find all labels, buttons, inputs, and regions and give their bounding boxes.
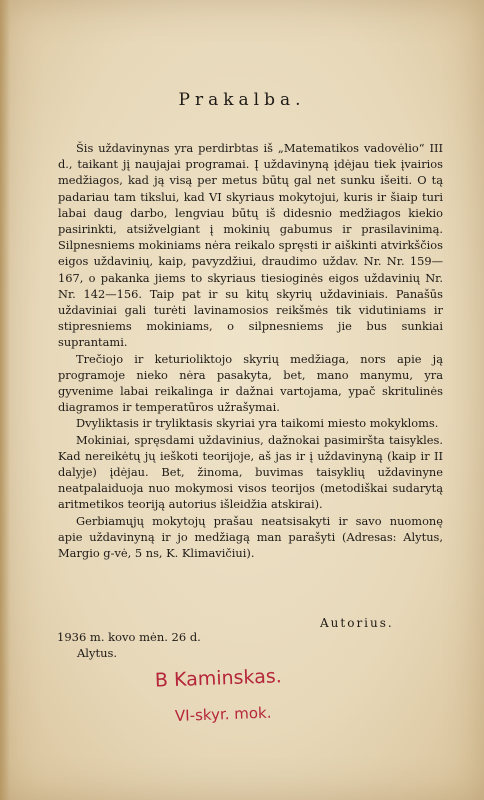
author-signature: Autorius.: [320, 616, 394, 630]
date-line: 1936 m. kovo mėn. 26 d.: [57, 630, 201, 644]
handwritten-name: B Kaminskas.: [154, 665, 283, 692]
paragraph-2: Trečiojo ir keturioliktojo skyrių medžiaga, nors apie ją programoje nieko nėra pasakyta, bet, mano manymu, yra gyvenime labai reikalinga ir dažnai vartojama, ypač skritulinės diagramos ir temperatūros užrašymai.: [58, 351, 443, 415]
handwritten-class: VI-skyr. mok.: [174, 703, 272, 725]
paragraph-5: Gerbiamųjų mokytojų prašau neatsisakyti ir savo nuomonę apie uždavinyną ir jo medžiagą man parašyti (Adresas: Alytus, Margio g-vė, 5 ns, K. Klimavičiui).: [58, 513, 443, 561]
page-title: Prakalba.: [178, 90, 306, 110]
paragraph-4: Mokiniai, spręsdami uždavinius, dažnokai pasimiršta taisykles. Kad nereikėtų jų ieškoti teorijoje, aš jas ir į uždavinyną (kaip ir II dalyje) įdėjau. Bet, žinoma, buvimas taisyklių uždavinyne neatpalaiduoja nuo mokymosi visos teorijos (metodiškai sudarytą aritmetikos teoriją autorius išleidžia atskirai).: [58, 432, 443, 512]
place-line: Alytus.: [77, 646, 118, 660]
handwritten-note: [150, 655, 370, 730]
page-edge-shadow: [0, 0, 10, 800]
paragraph-3: Dvyliktasis ir tryliktasis skyriai yra taikomi miesto mokykloms.: [76, 416, 439, 431]
paragraph-1: Šis uždavinynas yra perdirbtas iš „Matematikos vadovėlio“ III d., taikant jį naujajai programai. Į uždavinyną įdėjau tiek įvairios medžiagos, kad ją visą per metus būtų gal net sunku išeiti. O tą padariau tam tikslui, kad VI skyriaus mokytojui, kuris ir šiaip turi labai daug darbo, lengviau būtų iš didesnio medžiagos kiekio pasirinkti, atsižvelgiant į mokinių gabumus ir prasilavinimą. Silpnesniems mokiniams nėra reikalo spręsti ir aiškinti atvirkščios eigos uždavinių, kaip, pavyzdžiui, draudimo uždav. Nr. Nr. 159—167, o pakanka jiems to skyriaus tiesioginės eigos uždavinių Nr. Nr. 142—156. Taip pat ir su kitų skyrių uždaviniais. Panašūs uždaviniai gali turėti lavinamosios reikšmės tik vidutiniams ir stipresniems mokiniams, o silpnesniems jie bus sunkiai suprantami.: [58, 141, 443, 350]
preface-body: [58, 140, 443, 561]
